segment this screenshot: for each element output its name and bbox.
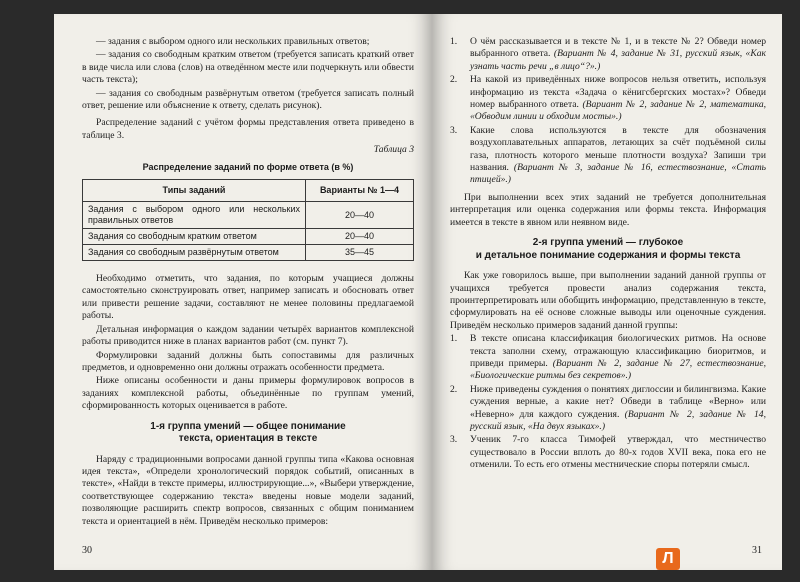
item-number: 3.: [450, 124, 458, 136]
body-paragraph: Детальная информация о каждом задании четырёх вариантов комплексной работы приводится ниже в планах вариантов работ (см. пункт 7).: [82, 323, 414, 348]
left-page-content: [82, 36, 414, 529]
left-page: [54, 14, 432, 570]
page-number: 30: [82, 545, 92, 556]
list-item: [450, 125, 766, 187]
item-reference: (Вариант № 2, задание № 14, русский язык, «На двух языках».): [470, 408, 766, 432]
item-text: О чём рассказывается и в тексте № 1, и в тексте № 2? Обведи номер выбранного ответа.: [470, 36, 766, 60]
right-page: [432, 14, 782, 570]
list-item: [450, 434, 766, 471]
distribution-table: [82, 179, 414, 261]
body-paragraph: Формулировки заданий должны быть сопоставимы для различных предметов, и одновременно они должны отражать особенности предмета.: [82, 349, 414, 373]
table-cell: 20—40: [306, 229, 414, 245]
section-heading: [82, 421, 414, 446]
table-header: Типы заданий: [83, 180, 306, 202]
item-number: 1.: [450, 36, 458, 47]
body-paragraph: Необходимо отметить, что задания, по которым учащиеся должны самостоятельно сконструировать ответ, например записать и обосновать ответ или привести решение задачи, составляют не менее половины предлагаемой работы.: [82, 273, 414, 322]
table-header: Варианты № 1—4: [306, 180, 414, 202]
item-reference: (Вариант № 2, задание № 2, математика, «Обводим линии и обходим мосты».): [470, 99, 767, 123]
section-heading: [450, 237, 766, 262]
table-caption: Таблица 3: [373, 144, 414, 156]
list-item: [450, 74, 766, 124]
list-item: [450, 36, 766, 73]
body-paragraph: Наряду с традиционными вопросами данной группы типа «Какова основная идея текста», «Определи хронологический порядок событий, описанных в тексте», «Найди в тексте примеры, иллюстрирующие...», «Выбери утверждение, соответствующее содержанию текста» введены новые модели заданий, позволяющие расширить спектр вопросов, связанных с общим пониманием текста и ориентацией в нём. Приведём несколько примеров:: [82, 453, 414, 527]
heading-line: и детальное понимание содержания и формы текста: [475, 249, 741, 261]
body-paragraph: Ниже описаны особенности и даны примеры формулировок вопросов в заданиях комплексной работы, объединённые по группам умений, сформированность которых оценивается в работе.: [82, 375, 414, 412]
list-line: — задания со свободным кратким ответом (требуется записать краткий ответ в виде числа или слова (слов) на отведённом месте или подчеркнуть или обвести часть текста);: [82, 49, 414, 86]
item-text: Какие слова используются в тексте для обозначения воздухоплавательных аппаратов, летающих за счёт подъёмной силы газа, плотность которого меньше плотности воздуха? Запиши три названия.: [470, 124, 766, 174]
labirint-logo-icon: Л: [656, 548, 680, 570]
table-cell: Задания с выбором одного или нескольких правильных ответов: [83, 202, 306, 229]
item-text: На какой из приведённых ниже вопросов нельзя ответить, используя информацию из текста «Задача о кёнигсбергских мостах»? Обведи номер выбранного ответа.: [470, 74, 766, 111]
item-number: 2.: [450, 383, 458, 395]
list-line: — задания со свободным развёрнутым ответом (требуется записать полный ответ, решение или объяснение к ответу, сделать рисунок).: [82, 87, 414, 112]
item-text: Ученик 7-го класса Тимофей утверждал, что местничество существовало в России вплоть до 80-х годов XVII века, пока его не отменили. То есть его отмены местнические споры потеряли смысл.: [470, 434, 766, 471]
body-paragraph: При выполнении всех этих заданий не требуется дополнительная интерпретация или оценка содержания или формы текста. Информация имеется в тексте в явном или неявном виде.: [450, 191, 766, 228]
list-line: — задания с выбором одного или нескольких правильных ответов;: [96, 36, 370, 47]
list-item: [450, 333, 766, 383]
item-reference: (Вариант № 4, задание № 31, русский язык, «Как узнать часть речи „в лицо“?».): [470, 48, 766, 72]
item-reference: (Вариант № 2, задание № 27, естествознание, «Биологические ритмы без секретов».): [470, 357, 766, 382]
intro-paragraph: Распределение заданий с учётом формы представления ответа приведено в таблице 3.: [82, 117, 414, 141]
heading-line: 1-я группа умений — общее понимание: [150, 420, 346, 432]
table-cell: Задания со свободным кратким ответом: [83, 229, 306, 245]
table-row: [83, 202, 414, 229]
heading-line: 2-я группа умений — глубокое: [532, 237, 684, 249]
item-text: Ниже приведены суждения о понятиях диглоссии и билингвизма. Какие суждения верные, а какие нет? Обведи в таблице «Верно» или «Неверно» для каждого суждения.: [470, 383, 766, 420]
heading-line: текста, ориентация в тексте: [178, 433, 318, 445]
table-cell: 35—45: [306, 245, 414, 261]
item-text: В тексте описана классификация биологических ритмов. На основе текста заполни схему, отражающую классификацию биоритмов, и приведи примеры.: [470, 333, 766, 369]
page-number: 31: [752, 545, 762, 556]
table-row: [83, 245, 414, 261]
table-cell: 20—40: [306, 202, 414, 229]
table-title: Распределение заданий по форме ответа (в %): [142, 161, 354, 172]
item-reference: (Вариант № 3, задание № 16, естествознание, «Стать птицей».): [470, 162, 766, 186]
list-item: [450, 384, 766, 434]
table-row: [83, 229, 414, 245]
item-number: 1.: [450, 333, 458, 345]
item-number: 3.: [450, 434, 458, 446]
table-cell: Задания со свободным развёрнутым ответом: [83, 245, 306, 261]
right-page-content: [450, 36, 766, 473]
body-paragraph: Как уже говорилось выше, при выполнении заданий данной группы от учащихся требуется провести анализ содержания текста, проинтерпретировать или обобщить информацию, представленную в тексте, сформулировать на её основе сложные выводы или оценочные суждения. Приведём несколько примеров заданий данной группы:: [450, 270, 766, 331]
table-header-row: [83, 180, 414, 202]
item-number: 2.: [450, 74, 458, 86]
